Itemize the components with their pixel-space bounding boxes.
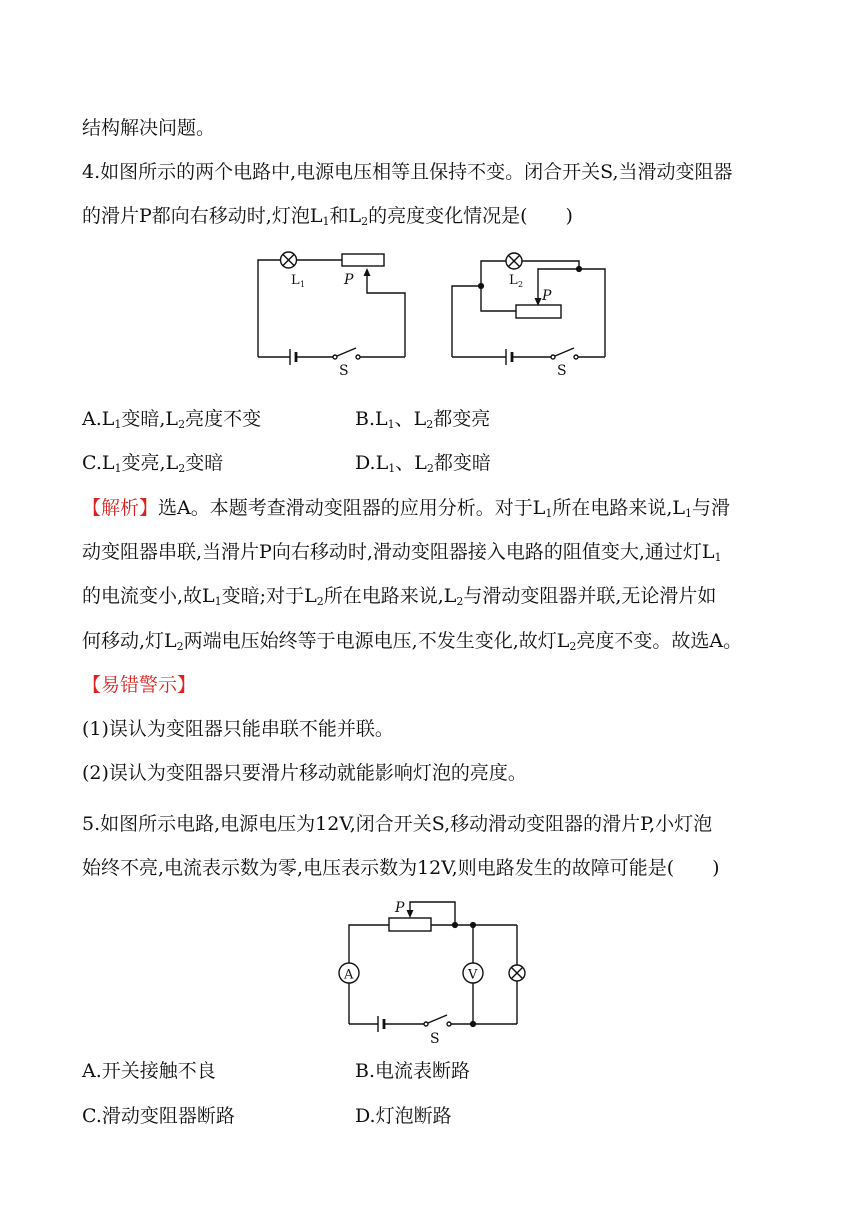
svg-text:P: P xyxy=(344,272,354,288)
q4-option-d: $D.L_1$、$L_2$都变暗 xyxy=(355,452,491,475)
q4-analysis-line-3: 的电流变小,故$L_1$变暗;对于$L_2$所在电路来说$,L_2$与滑动变阻器并联,无论滑片如 xyxy=(82,585,717,608)
svg-text:1: 1 xyxy=(300,280,306,289)
q5-stem-line-2: 始终不亮,电流表示数为零,电压表示数为12V,则电路发生的故障可能是( ) xyxy=(82,857,720,879)
q4-option-a: $A.L_1$变暗$,L_2$亮度不变 xyxy=(82,408,262,431)
warning-item-1: (1)误认为变阻器只能串联不能并联。 xyxy=(82,718,394,740)
q4-stem-line-2: 的滑片P都向右移动时,灯泡$L_1$和$L_2$的亮度变化情况是( ) xyxy=(82,205,573,228)
q5-option-a: A.开关接触不良 xyxy=(82,1060,216,1082)
q4-option-b: $B.L_1$、$L_2$都变亮 xyxy=(355,408,491,431)
svg-text:P: P xyxy=(395,900,405,916)
svg-text:S: S xyxy=(339,363,349,379)
rheostat-2-icon xyxy=(516,305,561,318)
svg-text:L: L xyxy=(509,273,518,288)
q4-left-circuit xyxy=(258,252,405,379)
svg-text:S: S xyxy=(557,363,567,379)
switch-icon xyxy=(428,1015,447,1023)
svg-text:P: P xyxy=(542,288,552,304)
switch-1-icon xyxy=(337,348,356,356)
rheostat-1-icon xyxy=(342,254,384,266)
q5-option-d: D.灯泡断路 xyxy=(355,1105,452,1127)
svg-text:2: 2 xyxy=(518,280,524,289)
q4-analysis-line-1: 【解析】选A。本题考查滑动变阻器的应用分析。对于$L_1$所在电路来说$,L_1$与滑 xyxy=(82,497,731,520)
q5-option-b: B.电流表断路 xyxy=(355,1060,471,1082)
analysis-tag: 【解析】 xyxy=(82,497,159,519)
q4-circuit-diagram xyxy=(0,240,860,380)
svg-text:L: L xyxy=(291,273,300,288)
q4-option-c: $C.L_1$变亮$,L_2$变暗 xyxy=(82,452,224,475)
q4-analysis-line-2: 动变阻器串联,当滑片P向右移动时,滑动变阻器接入电路的阻值变大,通过灯$L_1$ xyxy=(82,541,722,564)
intro-tail: 结构解决问题。 xyxy=(82,117,216,139)
q4-stem-line-1: 4.如图所示的两个电路中,电源电压相等且保持不变。闭合开关S,当滑动变阻器 xyxy=(82,161,733,183)
q4-analysis-line-4: 何移动,灯$L_2$两端电压始终等于电源电压,不发生变化,故灯$L_2$亮度不变。故选A。 xyxy=(82,630,743,653)
switch-2-icon xyxy=(555,348,574,356)
svg-text:A: A xyxy=(344,967,354,983)
warning-item-2: (2)误认为变阻器只要滑片移动就能影响灯泡的亮度。 xyxy=(82,762,527,784)
q4-right-circuit xyxy=(452,253,605,379)
q5-option-c: C.滑动变阻器断路 xyxy=(82,1105,235,1127)
q5-circuit-diagram xyxy=(0,890,860,1050)
svg-text:S: S xyxy=(430,1031,440,1047)
rheostat-icon xyxy=(389,918,431,931)
warning-tag: 【易错警示】 xyxy=(82,674,197,696)
svg-text:V: V xyxy=(468,967,478,983)
q5-stem-line-1: 5.如图所示电路,电源电压为12V,闭合开关S,移动滑动变阻器的滑片P,小灯泡 xyxy=(82,813,713,835)
